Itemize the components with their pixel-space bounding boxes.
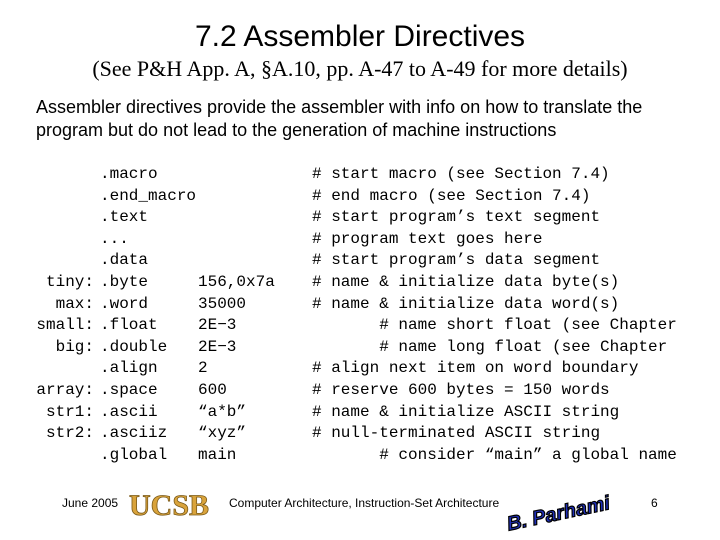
code-arg	[198, 186, 275, 208]
code-label	[10, 445, 94, 467]
code-label	[10, 229, 94, 251]
code-label: array:	[36, 380, 94, 399]
code-directive: .byte	[100, 272, 149, 291]
code-label: str1:	[45, 402, 94, 421]
code-arg	[198, 250, 275, 272]
code-arg: “a*b”	[198, 402, 247, 421]
code-label: small:	[36, 316, 94, 335]
code-directive: .text	[100, 208, 149, 227]
code-arg	[198, 207, 275, 229]
code-directive: .macro	[100, 165, 158, 183]
code-comment: # program text goes here	[312, 229, 543, 248]
code-arg	[198, 229, 275, 251]
code-arg	[198, 164, 275, 186]
code-comment: # start program’s text segment	[312, 208, 601, 227]
code-comment: # start program’s data segment	[312, 251, 601, 270]
code-comment: # start macro (see Section 7.4)	[312, 165, 610, 183]
code-directive: ...	[100, 229, 129, 248]
code-arg: 2E−3	[198, 337, 237, 356]
code-comment: # reserve 600 bytes = 150 words	[312, 380, 610, 399]
code-directive: .global	[100, 445, 168, 464]
code-directive: .space	[100, 380, 158, 399]
code-directive: .align	[100, 359, 158, 378]
code-label	[10, 186, 94, 208]
code-label: str2:	[45, 424, 94, 443]
code-label: big:	[55, 337, 94, 356]
code-args-column	[198, 164, 275, 466]
code-arg: main	[198, 445, 237, 464]
intro-paragraph: Assembler directives provide the assembler with info on how to translate the program but do not lead to the generation of machine instructions	[36, 97, 643, 140]
code-arg: 35000	[198, 294, 247, 313]
code-directive: .data	[100, 251, 149, 270]
code-labels-column	[10, 164, 94, 466]
code-directives-column	[100, 164, 196, 466]
code-comment: # name & initialize data byte(s)	[312, 272, 620, 291]
ucsb-logo	[124, 486, 214, 522]
code-directive: .end_macro	[100, 186, 197, 205]
page-number: 6	[651, 496, 658, 510]
code-comment: # consider “main” a global name	[312, 445, 677, 464]
code-label	[10, 250, 94, 272]
slide-title: 7.2 Assembler Directives	[194, 20, 526, 53]
code-label: max:	[55, 294, 94, 313]
code-arg: “xyz”	[198, 424, 247, 443]
code-arg: 156,0x7a	[198, 272, 275, 291]
code-directive: .ascii	[100, 402, 158, 421]
code-directive: .word	[100, 294, 149, 313]
code-comment: # name short float (see Chapter	[312, 316, 677, 335]
code-label	[10, 358, 94, 380]
code-comment: # null-terminated ASCII string	[312, 424, 601, 443]
code-comment: # name & initialize data word(s)	[312, 294, 620, 313]
code-comment: # name long float (see Chapter	[312, 337, 668, 356]
footer-course-title: Computer Architecture, Instruction-Set Architecture	[229, 496, 500, 510]
code-arg: 2	[198, 359, 208, 378]
ucsb-logo-text: UCSB	[128, 489, 210, 522]
code-directive: .float	[100, 316, 158, 335]
code-label	[10, 164, 94, 186]
footer-date: June 2005	[62, 496, 119, 510]
code-comment: # name & initialize ASCII string	[312, 402, 620, 421]
author-logo	[505, 482, 612, 536]
author-logo-text: B. Parhami	[505, 492, 612, 536]
code-label: tiny:	[45, 272, 94, 291]
code-label	[10, 207, 94, 229]
code-directive: .double	[100, 337, 168, 356]
code-comment: # align next item on word boundary	[312, 359, 639, 378]
code-directive: .asciiz	[100, 424, 168, 443]
slide-subtitle: (See P&H App. A, §A.10, pp. A-47 to A-49 for more details)	[92, 56, 628, 81]
code-comment: # end macro (see Section 7.4)	[312, 186, 591, 205]
code-comments-column	[312, 164, 720, 466]
code-arg: 2E−3	[198, 316, 237, 335]
code-arg: 600	[198, 380, 227, 399]
